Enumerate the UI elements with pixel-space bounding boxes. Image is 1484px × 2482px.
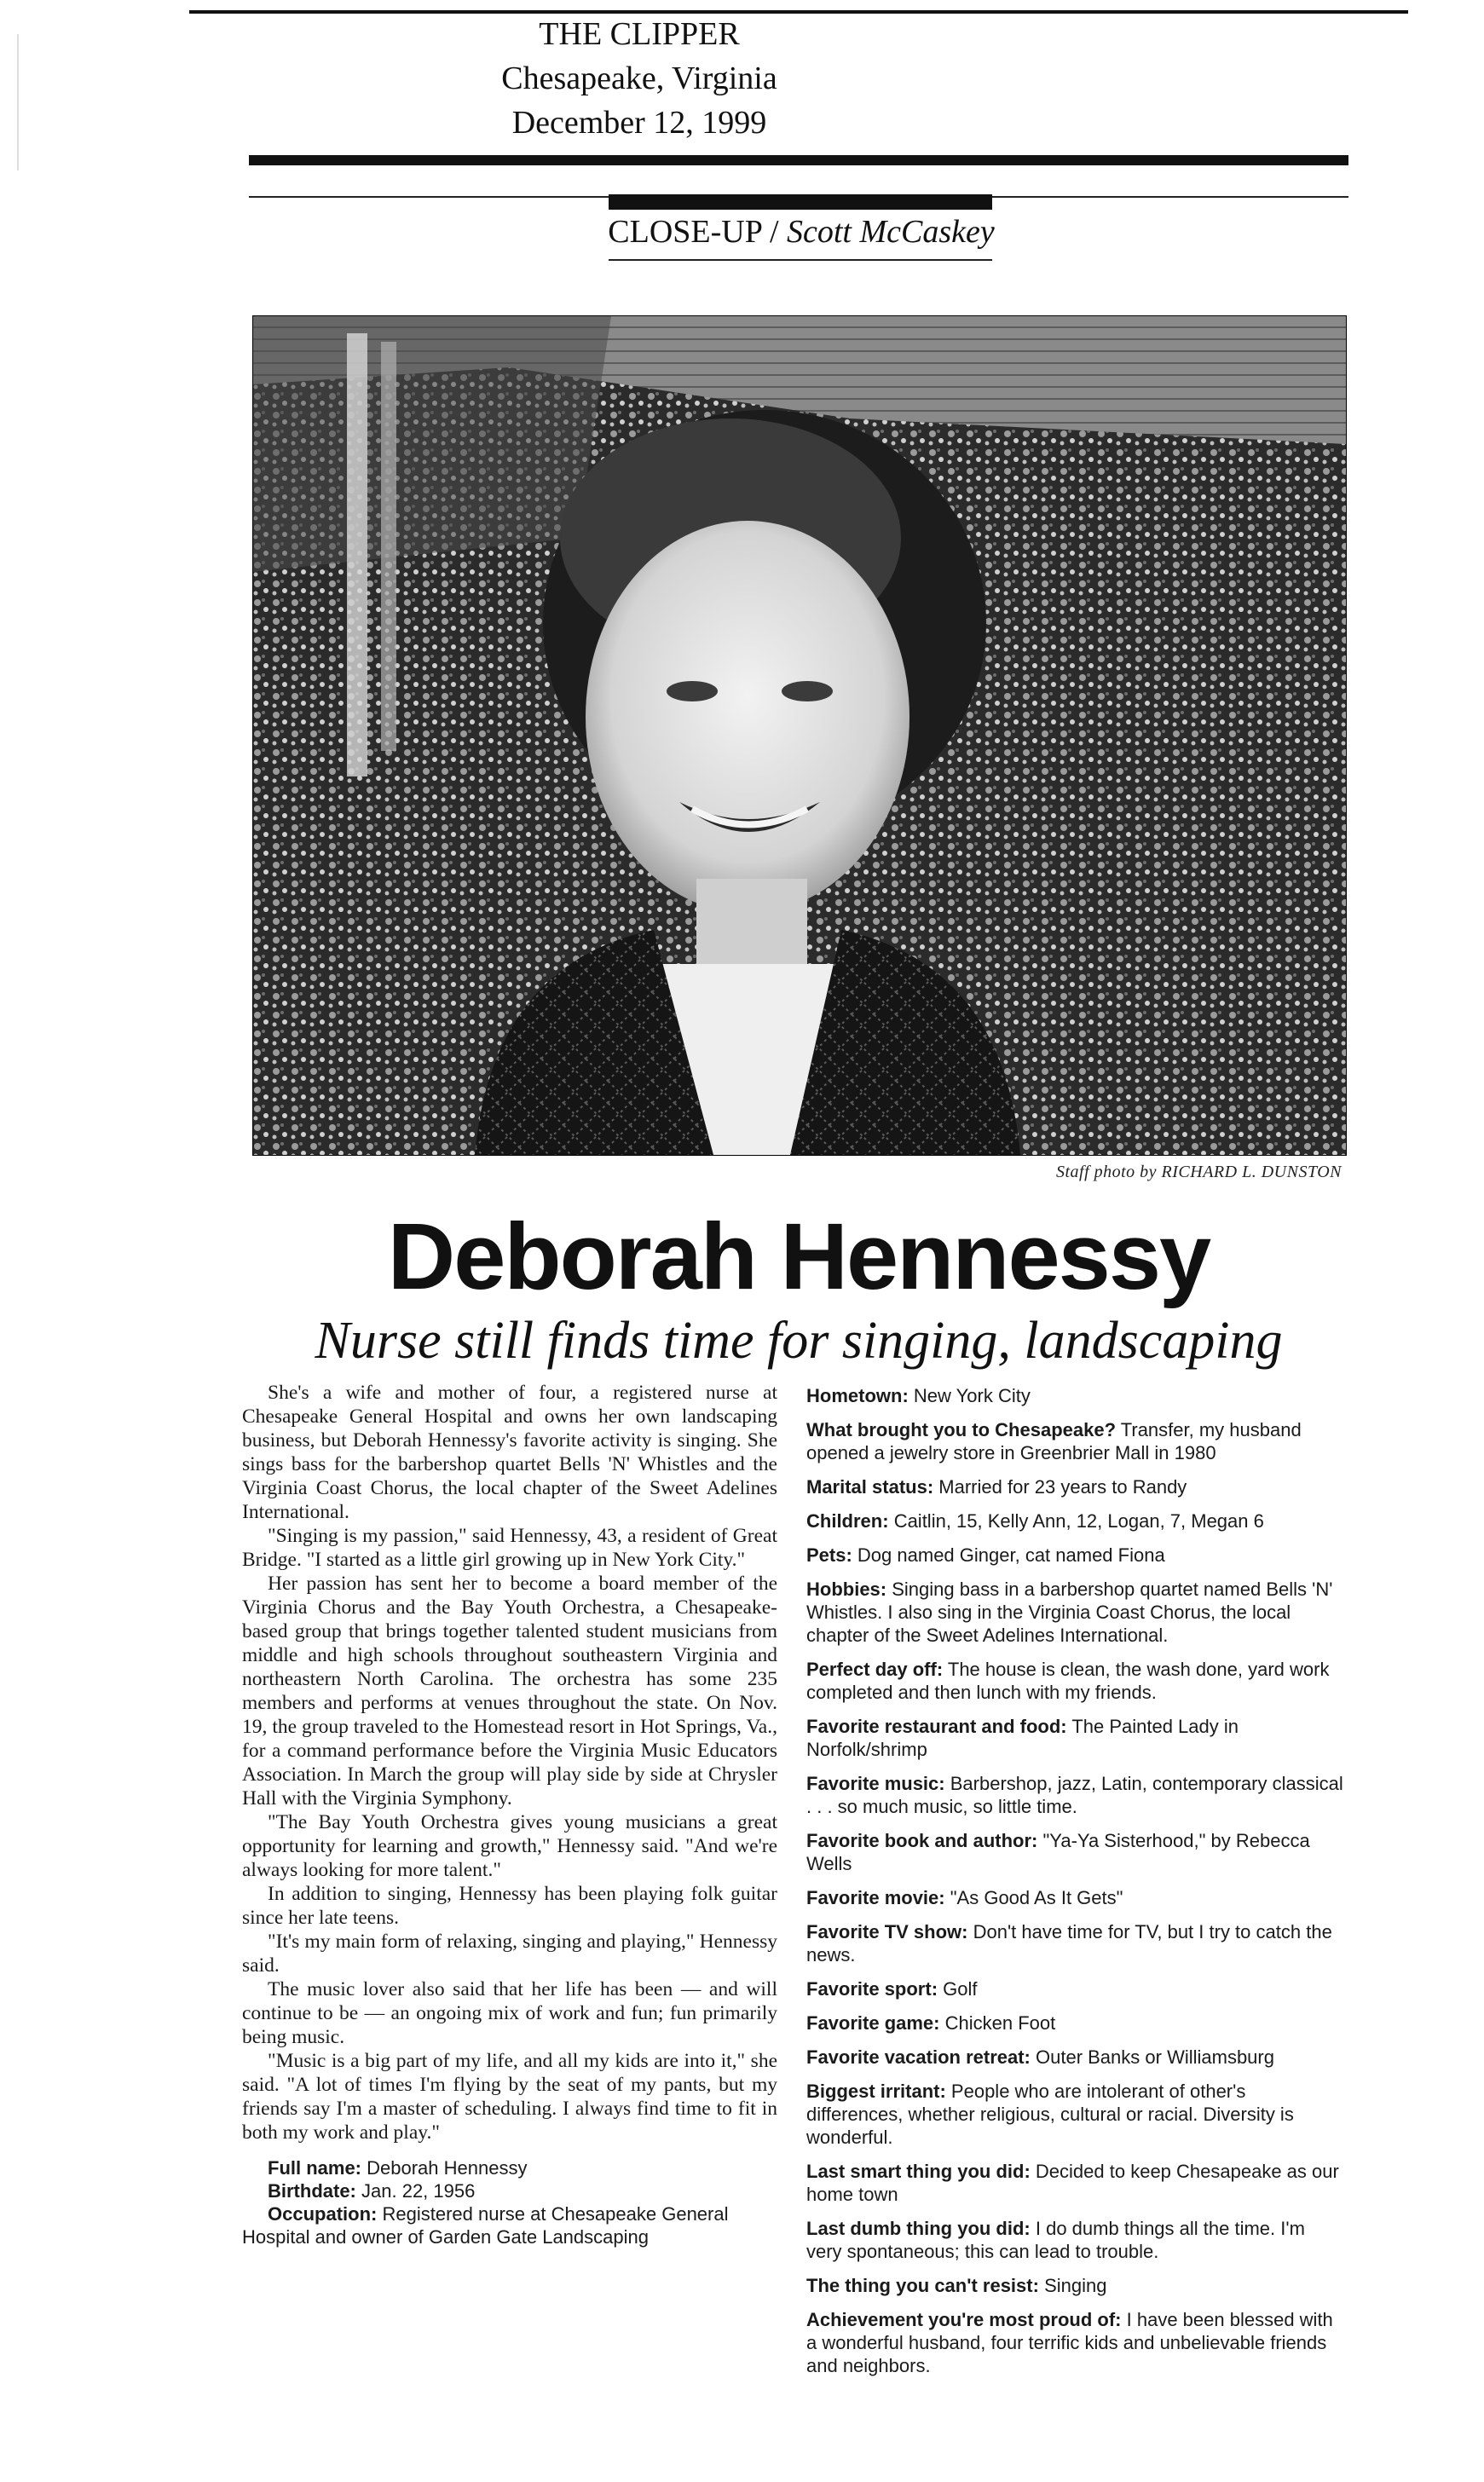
photo-credit: Staff photo by RICHARD L. DUNSTON: [1055, 1163, 1342, 1181]
fact-value: Transfer, my husband opened a jewelry store in Greenbrier Mall in 1980: [806, 1419, 1302, 1463]
fact-cant-resist: [806, 2274, 1345, 2297]
fact-value: Barbershop, jazz, Latin, contemporary classical . . . so much music, so little time.: [806, 1773, 1343, 1817]
body-paragraph: In addition to singing, Hennessy has been playing folk guitar since her late teens.: [242, 1883, 777, 1929]
fact-label: Favorite music:: [806, 1773, 945, 1794]
fact-favorite-book: [806, 1829, 1345, 1875]
fact-favorite-sport: [806, 1977, 1345, 2000]
body-paragraph: The music lover also said that her life has been — and will continue to be — an ongoing mix of work and fun; fun primarily being music.: [242, 1978, 777, 2048]
fact-value: Dog named Ginger, cat named Fiona: [857, 1544, 1165, 1566]
fact-label: Hobbies:: [806, 1579, 887, 1600]
fact-label: Favorite restaurant and food:: [806, 1716, 1067, 1737]
fact-label: Last dumb thing you did:: [806, 2218, 1031, 2239]
fact-hometown: [806, 1384, 1345, 1407]
fact-label: Favorite movie:: [806, 1887, 945, 1908]
fact-value: Deborah Hennessy: [367, 2157, 528, 2179]
paper-location: Chesapeake, Virginia: [501, 61, 777, 96]
column-author: Scott McCaskey: [787, 214, 995, 250]
fact-value: Married for 23 years to Randy: [938, 1476, 1187, 1498]
fact-value: Chicken Foot: [944, 2012, 1056, 2034]
fact-label: Achievement you're most proud of:: [806, 2309, 1122, 2330]
fact-value: The Painted Lady in Norfolk/shrimp: [806, 1716, 1239, 1760]
fact-biggest-irritant: [806, 2080, 1345, 2149]
fact-list-right: [806, 1384, 1345, 2388]
fact-label: Favorite TV show:: [806, 1921, 968, 1942]
fact-value: "Ya-Ya Sisterhood," by Rebecca Wells: [806, 1830, 1310, 1874]
fact-marital-status: [806, 1475, 1345, 1498]
fact-occupation: [242, 2202, 777, 2248]
fact-value: The house is clean, the wash done, yard work completed and then lunch with my friends.: [806, 1659, 1330, 1703]
body-paragraph: "It's my main form of relaxing, singing and playing," Hennessy said.: [242, 1931, 777, 1977]
fact-label: The thing you can't resist:: [806, 2275, 1039, 2296]
fact-full-name: [242, 2156, 777, 2179]
fact-label: Children:: [806, 1510, 889, 1532]
fact-value: Golf: [943, 1978, 978, 2000]
body-paragraph: Her passion has sent her to become a board member of the Virginia Chorus and the Bay Youth Orchestra, a Chesapeake-based group that brings together talented student musicians from middle and high schools throughout southeastern Virginia and northeastern North Carolina. The orchestra has some 235 members and performs at venues throughout the state. On Nov. 19, the group traveled to the Homestead resort in Hot Springs, Va., for a command performance before the Virginia Music Educators Association. In March the group will play side by side at Chrysler Hall with the Virginia Symphony.: [242, 1573, 777, 1810]
column-bar: [609, 194, 992, 210]
fact-proudest-achievement: [806, 2308, 1345, 2377]
fact-favorite-vacation: [806, 2046, 1345, 2069]
body-paragraph: "Music is a big part of my life, and all my kids are into it," she said. "A lot of times I'm flying by the seat of my pants, but my friends say I'm a master of scheduling. I always find time to fit in both my work and play.": [242, 2050, 777, 2144]
fact-children: [806, 1509, 1345, 1532]
portrait-photo: [252, 315, 1347, 1156]
fact-label: Favorite vacation retreat:: [806, 2046, 1031, 2068]
paper-name: THE CLIPPER: [539, 16, 740, 52]
fact-label: Last smart thing you did:: [806, 2161, 1031, 2182]
fact-value: New York City: [913, 1385, 1031, 1406]
fact-favorite-movie: [806, 1886, 1345, 1909]
paper-date: December 12, 1999: [511, 105, 767, 141]
fact-label: Favorite sport:: [806, 1978, 938, 2000]
fact-value: Registered nurse at Chesapeake General Hospital and owner of Garden Gate Landscaping: [242, 2203, 729, 2248]
fact-what-brought: [806, 1418, 1345, 1464]
column-underline: [609, 259, 992, 261]
fact-value: Outer Banks or Williamsburg: [1036, 2046, 1274, 2068]
fact-last-smart-thing: [806, 2160, 1345, 2206]
fact-favorite-restaurant: [806, 1715, 1345, 1761]
fact-perfect-day-off: [806, 1658, 1345, 1704]
fact-hobbies: [806, 1578, 1345, 1647]
fact-favorite-game: [806, 2012, 1345, 2035]
fact-value: Singing: [1044, 2275, 1107, 2296]
fact-label: Occupation:: [268, 2203, 378, 2225]
fact-label: Favorite book and author:: [806, 1830, 1038, 1851]
fact-birthdate: [242, 2179, 777, 2202]
fact-last-dumb-thing: [806, 2217, 1345, 2263]
fact-label: Perfect day off:: [806, 1659, 944, 1680]
body-paragraph: She's a wife and mother of four, a registered nurse at Chesapeake General Hospital and owns her own landscaping business, but Deborah Hennessy's favorite activity is singing. She sings bass for the barbershop quartet Bells 'N' Whistles and the Virginia Coast Chorus, the local chapter of the Sweet Adelines International.: [242, 1382, 777, 1523]
fact-label: Pets:: [806, 1544, 852, 1566]
column-heading: [597, 213, 1006, 251]
fact-label: Biggest irritant:: [806, 2081, 946, 2102]
body-paragraph: "The Bay Youth Orchestra gives young musicians a great opportunity for learning and growth," Hennessy said. "And we're always looking for more talent.": [242, 1811, 777, 1881]
masthead: [256, 12, 1023, 145]
fact-label: Birthdate:: [268, 2180, 356, 2202]
fact-label: Hometown:: [806, 1385, 909, 1406]
column-name: CLOSE-UP: [608, 214, 762, 250]
fact-value: I do dumb things all the time. I'm very spontaneous; this can lead to trouble.: [806, 2218, 1305, 2262]
fact-value: I have been blessed with a wonderful husband, four terrific kids and unbelievable friends and neighbors.: [806, 2309, 1333, 2376]
fact-value: People who are intolerant of other's differences, whether religious, cultural or racial. Diversity is wonderful.: [806, 2081, 1294, 2148]
fact-value: "As Good As It Gets": [950, 1887, 1123, 1908]
fact-value: Caitlin, 15, Kelly Ann, 12, Logan, 7, Megan 6: [893, 1510, 1264, 1532]
fact-list-left: [242, 2156, 777, 2248]
subheadline: Nurse still finds time for singing, landscaping: [315, 1312, 1283, 1370]
fact-value: Jan. 22, 1956: [361, 2180, 476, 2202]
fact-favorite-music: [806, 1772, 1345, 1818]
fact-label: Full name:: [268, 2157, 362, 2179]
fact-favorite-tv-show: [806, 1920, 1345, 1966]
body-paragraph: "Singing is my passion," said Hennessy, 43, a resident of Great Bridge. "I started as a little girl growing up in New York City.": [242, 1525, 777, 1571]
fact-value: Decided to keep Chesapeake as our home town: [806, 2161, 1339, 2205]
portrait-photo-illustration: [253, 316, 1346, 1155]
fact-label: What brought you to Chesapeake?: [806, 1419, 1117, 1440]
column-separator: /: [761, 214, 787, 250]
divider-thick: [249, 155, 1348, 165]
fact-value: Singing bass in a barbershop quartet named Bells 'N' Whistles. I also sing in the Virginia Coast Chorus, the local chapter of the Sweet Adelines International.: [806, 1579, 1333, 1646]
fact-label: Favorite game:: [806, 2012, 940, 2034]
fact-pets: [806, 1544, 1345, 1567]
article-body: [242, 1381, 777, 2248]
scan-edge-mark: [17, 34, 19, 170]
fact-value: Don't have time for TV, but I try to catch the news.: [806, 1921, 1332, 1965]
fact-label: Marital status:: [806, 1476, 934, 1498]
headline: Deborah Hennessy: [387, 1204, 1210, 1309]
